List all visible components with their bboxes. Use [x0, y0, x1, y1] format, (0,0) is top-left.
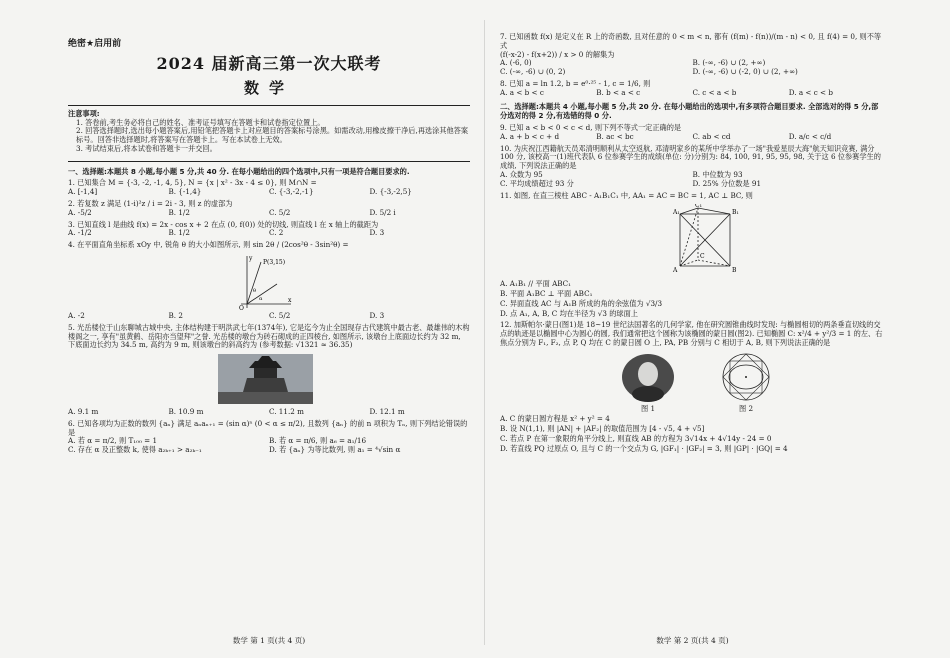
question-stem: 6. 已知各项均为正数的数列 {aₙ} 满足 aₙaₙ₊₁ = (sin α)ⁿ (0 < α ≤ π/2), 且数列 {aₙ} 的前 n 项积为 Tₙ, 则下列结论错误的是 — [68, 418, 468, 437]
option: D. 若直线 PQ 过原点 O, 且与 C 的一个交点为 G, |GF₁| · |GF₂| = 3, 则 |GP| · |GQ| = 4 — [500, 443, 788, 453]
option: A. a < b < c — [500, 87, 544, 97]
option: D. 点 A₁, A, B, C 均在半径为 √3 的球面上 — [500, 308, 638, 318]
question-7 — [500, 33, 885, 77]
tower-photo — [218, 354, 313, 404]
option-list — [500, 133, 885, 142]
page-1 — [68, 30, 470, 645]
page-footer: 数学 第 2 页(共 4 页) — [656, 635, 729, 645]
option: A. a + b < c + d — [500, 131, 560, 141]
option: C. ab < cd — [692, 131, 731, 141]
option: C. 11.2 m — [269, 407, 304, 417]
label-a: A — [673, 267, 678, 275]
option: D. 12.1 m — [369, 407, 405, 417]
option: C. 5/2 — [269, 207, 291, 217]
x-label: x — [288, 296, 292, 304]
option-list — [500, 59, 885, 77]
angle-figure — [233, 252, 293, 310]
question-stem: 12. 加斯帕尔·蒙日(图1)是 18~19 世纪法国著名的几何学家, 他在研究圆锥曲线时发现: 与椭圆相切的两条垂直切线的交点的轨迹是以椭圆中心为圆心的圆, 我们通常把这个圆称为该椭圆的蒙日圆(图2). 已知椭圆 C: x²/4 + y²/3 = 1 的左、右焦点分别为 F₁, F₂, 点 P, Q 均在 C 的蒙日圆 O 上, PA, PB 分别与 C 相切于 A, B, 则下列说法正确的是 — [500, 320, 883, 347]
label-a1: A₁ — [673, 209, 680, 217]
question-stem: 8. 已知 a = ln 1.2, b = e⁰·²⁵ - 1, c = 1/6, 则 — [500, 78, 651, 88]
option: D. a/c < c/d — [788, 131, 832, 141]
option: A. 9.1 m — [68, 407, 99, 417]
notice-rule — [68, 161, 470, 162]
notice-item: 3. 考试结束后,将本试卷和答题卡一并交回。 — [76, 143, 217, 153]
question-inequality: (f(-x-2) - f(x+2)) / x > 0 的解集为 — [500, 49, 615, 59]
option: D. 25% 分位数是 91 — [692, 178, 762, 188]
option: A. [-1,4] — [68, 187, 98, 197]
monge-circle-diagram — [716, 352, 776, 402]
figure-1 — [620, 352, 676, 414]
question-stem: 2. 若复数 z 满足 (1-i)²z / i = 2i - 3, 则 z 的虚部为 — [68, 199, 233, 209]
option-list — [68, 229, 470, 238]
option: C. 若点 P 在第一象限的角平分线上, 则直线 AB 的方程为 3√14x + 4√14y - 24 = 0 — [500, 433, 772, 443]
question-stem: 11. 如图, 在直三棱柱 ABC - A₁B₁C₁ 中, AA₁ = AC = BC = 1, AC ⊥ BC, 则 — [500, 190, 753, 200]
option: C. 5/2 — [269, 310, 291, 320]
theta-label: θ — [253, 287, 257, 294]
question-8 — [500, 80, 885, 98]
header-rule — [68, 105, 470, 106]
question-6 — [68, 420, 470, 455]
secret-mark: 绝密★启用前 — [68, 39, 122, 49]
figure-1-caption: 图 1 — [640, 403, 656, 413]
option: C. c < a < b — [692, 87, 737, 97]
question-stem: 1. 已知集合 M = {-3, -2, -1, 4, 5}, N = {x | x² - 3x - 4 ≤ 0}, 则 M∩N = — [68, 178, 317, 188]
origin-label: O — [239, 304, 244, 310]
option-list — [500, 280, 885, 318]
notice-item: 2. 回答选择题时,选出每小题答案后,用铅笔把答题卡上对应题目的答案标号涂黑。如需改动,用橡皮擦干净后,再选涂其他答案标号。回答非选择题时,将答案写在答题卡上。写在本试卷上无效。 — [76, 126, 469, 145]
option: C. 平均成绩超过 93 分 — [500, 178, 574, 188]
option: A. -2 — [68, 310, 85, 320]
monge-portrait — [620, 352, 676, 402]
option: B. 2 — [168, 310, 183, 320]
option: A. C 的蒙日圆方程是 x² + y² = 4 — [500, 414, 610, 424]
option: D. {-3,-2,5} — [369, 187, 412, 197]
option: D. 3 — [369, 228, 385, 238]
question-3 — [68, 221, 470, 239]
prism-figure — [670, 204, 742, 276]
page-divider — [484, 20, 485, 645]
notice-item: 1. 答卷前,考生务必将自己的姓名、准考证号填写在答题卡和试卷指定位置上。 — [76, 117, 325, 127]
option: D. 若 {aₙ} 为等比数列, 则 a₁ = ⁴√sin α — [269, 445, 401, 455]
option: D. (-∞, -6) ∪ (-2, 0) ∪ (2, +∞) — [692, 67, 798, 77]
photo-tower — [254, 368, 277, 378]
option-list — [68, 209, 470, 218]
option: A. -1/2 — [68, 228, 92, 238]
question-stem: 10. 为庆祝江西籍航天员邓清明顺利从太空返航, 邓清明家乡的某所中学举办了一场"我爱星辰大海"航天知识竞赛, 满分 100 分, 该校高一(1)班代表队 6 位参赛学生的成绩(单位: 分)分别为: 84, 100, 91, 95, 95, 98, 关于这 6 位参赛学生的成绩, 下列说法正确的是 — [500, 143, 881, 171]
page-footer: 数学 第 1 页(共 4 页) — [232, 635, 306, 645]
photo-base — [243, 378, 288, 392]
option: C. {-3,-2,-1} — [269, 187, 314, 197]
label-c1: C₁ — [695, 204, 702, 210]
question-stem: 7. 已知函数 f(x) 是定义在 R 上的奇函数, 且对任意的 0 < m < n, 都有 (f(m) - f(n))/(m - n) < 0, 且 f(4) = 0, 则不等式 — [500, 32, 882, 50]
option: B. ac < bc — [596, 131, 634, 141]
option: B. 设 N(1,1), 则 |AN| + |AF₂| 的取值范围为 [4 - √5, 4 + √5] — [500, 424, 705, 434]
option: B. 若 α = π/6, 则 a₆ = a₁/16 — [269, 436, 367, 446]
question-stem: 3. 已知直线 l 是曲线 f(x) = 2x - cos x + 2 在点 (0, f(0)) 处的切线, 则直线 l 在 x 轴上的截距为 — [68, 219, 379, 229]
question-stem: 9. 已知 a < b < 0 < c < d, 则下列不等式一定正确的是 — [500, 123, 682, 133]
question-stem: 4. 在平面直角坐标系 xOy 中, 锐角 θ 的大小如图所示, 则 sin 2θ / (2cos²θ - 3sin²θ) = — [68, 240, 349, 250]
option: D. 3 — [369, 310, 385, 320]
option: A. (-6, 0) — [500, 58, 532, 68]
option: A. -5/2 — [68, 207, 92, 217]
option: D. a < c < b — [788, 87, 833, 97]
option: C. 2 — [269, 228, 284, 238]
question-9 — [500, 124, 885, 142]
label-b1: B₁ — [732, 209, 739, 217]
notice-title: 注意事项: — [68, 108, 100, 118]
option-list — [68, 188, 470, 197]
option: B. 1/2 — [168, 228, 190, 238]
option: B. (-∞, -6) ∪ (2, +∞) — [692, 58, 766, 68]
option-list — [68, 312, 470, 321]
exam-subject: 数学 — [243, 79, 294, 98]
option-list — [68, 437, 470, 455]
option: B. 平面 A₁BC ⊥ 平面 ABC₁ — [500, 289, 593, 299]
question-stem: 5. 光岳楼位于山东聊城古城中央, 主体结构建于明洪武七年(1374年), 它是迄今为止全国现存古代建筑中最古老、最雄伟的木构楼阁之一, 享有"虽黄鹤、岳阳亦当望拜"之誉. 光岳楼的墩台为砖石砌成的正四棱台, 如图所示, 该墩台上底面边长约为 32 m, 下底面边长约为 34.5 m, 高约为 9 m, 则该墩台的斜高约为 (参考数据: √1321 ≈ 36.35) — [68, 322, 470, 350]
option-list — [500, 171, 885, 189]
option-list — [500, 415, 885, 453]
label-b: B — [732, 267, 737, 275]
option-list — [68, 408, 470, 417]
option: C. 异面直线 AC 与 A₁B 所成的角的余弦值为 √3/3 — [500, 298, 663, 308]
question-11 — [500, 192, 885, 319]
question-1 — [68, 179, 470, 197]
question-12 — [500, 321, 885, 453]
option: C. 存在 α 及正整数 k, 使得 a₂ₖ₊₁ > a₂ₖ₋₁ — [68, 445, 202, 455]
option: A. 众数为 95 — [500, 169, 543, 179]
point-label: P(3,15) — [263, 258, 286, 266]
alpha-label: α — [259, 295, 263, 302]
figures-row — [620, 352, 885, 414]
option: B. 中位数为 93 — [692, 169, 743, 179]
y-label: y — [249, 254, 253, 262]
option: B. 1/2 — [168, 207, 190, 217]
page-2 — [500, 30, 885, 645]
option: A. A₁B₁ // 平面 ABC₁ — [500, 279, 572, 289]
option: C. (-∞, -6) ∪ (0, 2) — [500, 67, 566, 77]
figure-2-caption: 图 2 — [738, 403, 754, 413]
section-1-heading: 一、选择题:本题共 8 小题,每小题 5 分,共 40 分. 在每小题给出的四个选项中,只有一项是符合题目要求的. — [68, 166, 410, 176]
photo-ground — [218, 392, 313, 404]
option-list — [500, 89, 885, 98]
option: B. 10.9 m — [168, 407, 204, 417]
exam-title: 2024 届新高三第一次大联考 — [156, 53, 382, 73]
question-10 — [500, 145, 885, 189]
notice-block — [68, 110, 470, 154]
figure-2 — [716, 352, 776, 414]
section-2-heading: 二、选择题:本题共 4 小题,每小题 5 分,共 20 分. 在每小题给出的选项中,有多项符合题目要求. 全部选对的得 5 分,部分选对的得 2 分,有选错的得 0 分. — [500, 102, 879, 121]
question-4 — [68, 241, 470, 321]
question-5 — [68, 324, 470, 417]
option: B. b < a < c — [596, 87, 641, 97]
option: B. {-1,4} — [168, 187, 202, 197]
label-c: C — [700, 253, 705, 261]
option: A. 若 α = π/2, 则 T₁₀₀ = 1 — [68, 436, 158, 446]
option: D. 5/2 i — [369, 207, 396, 217]
question-2 — [68, 200, 470, 218]
